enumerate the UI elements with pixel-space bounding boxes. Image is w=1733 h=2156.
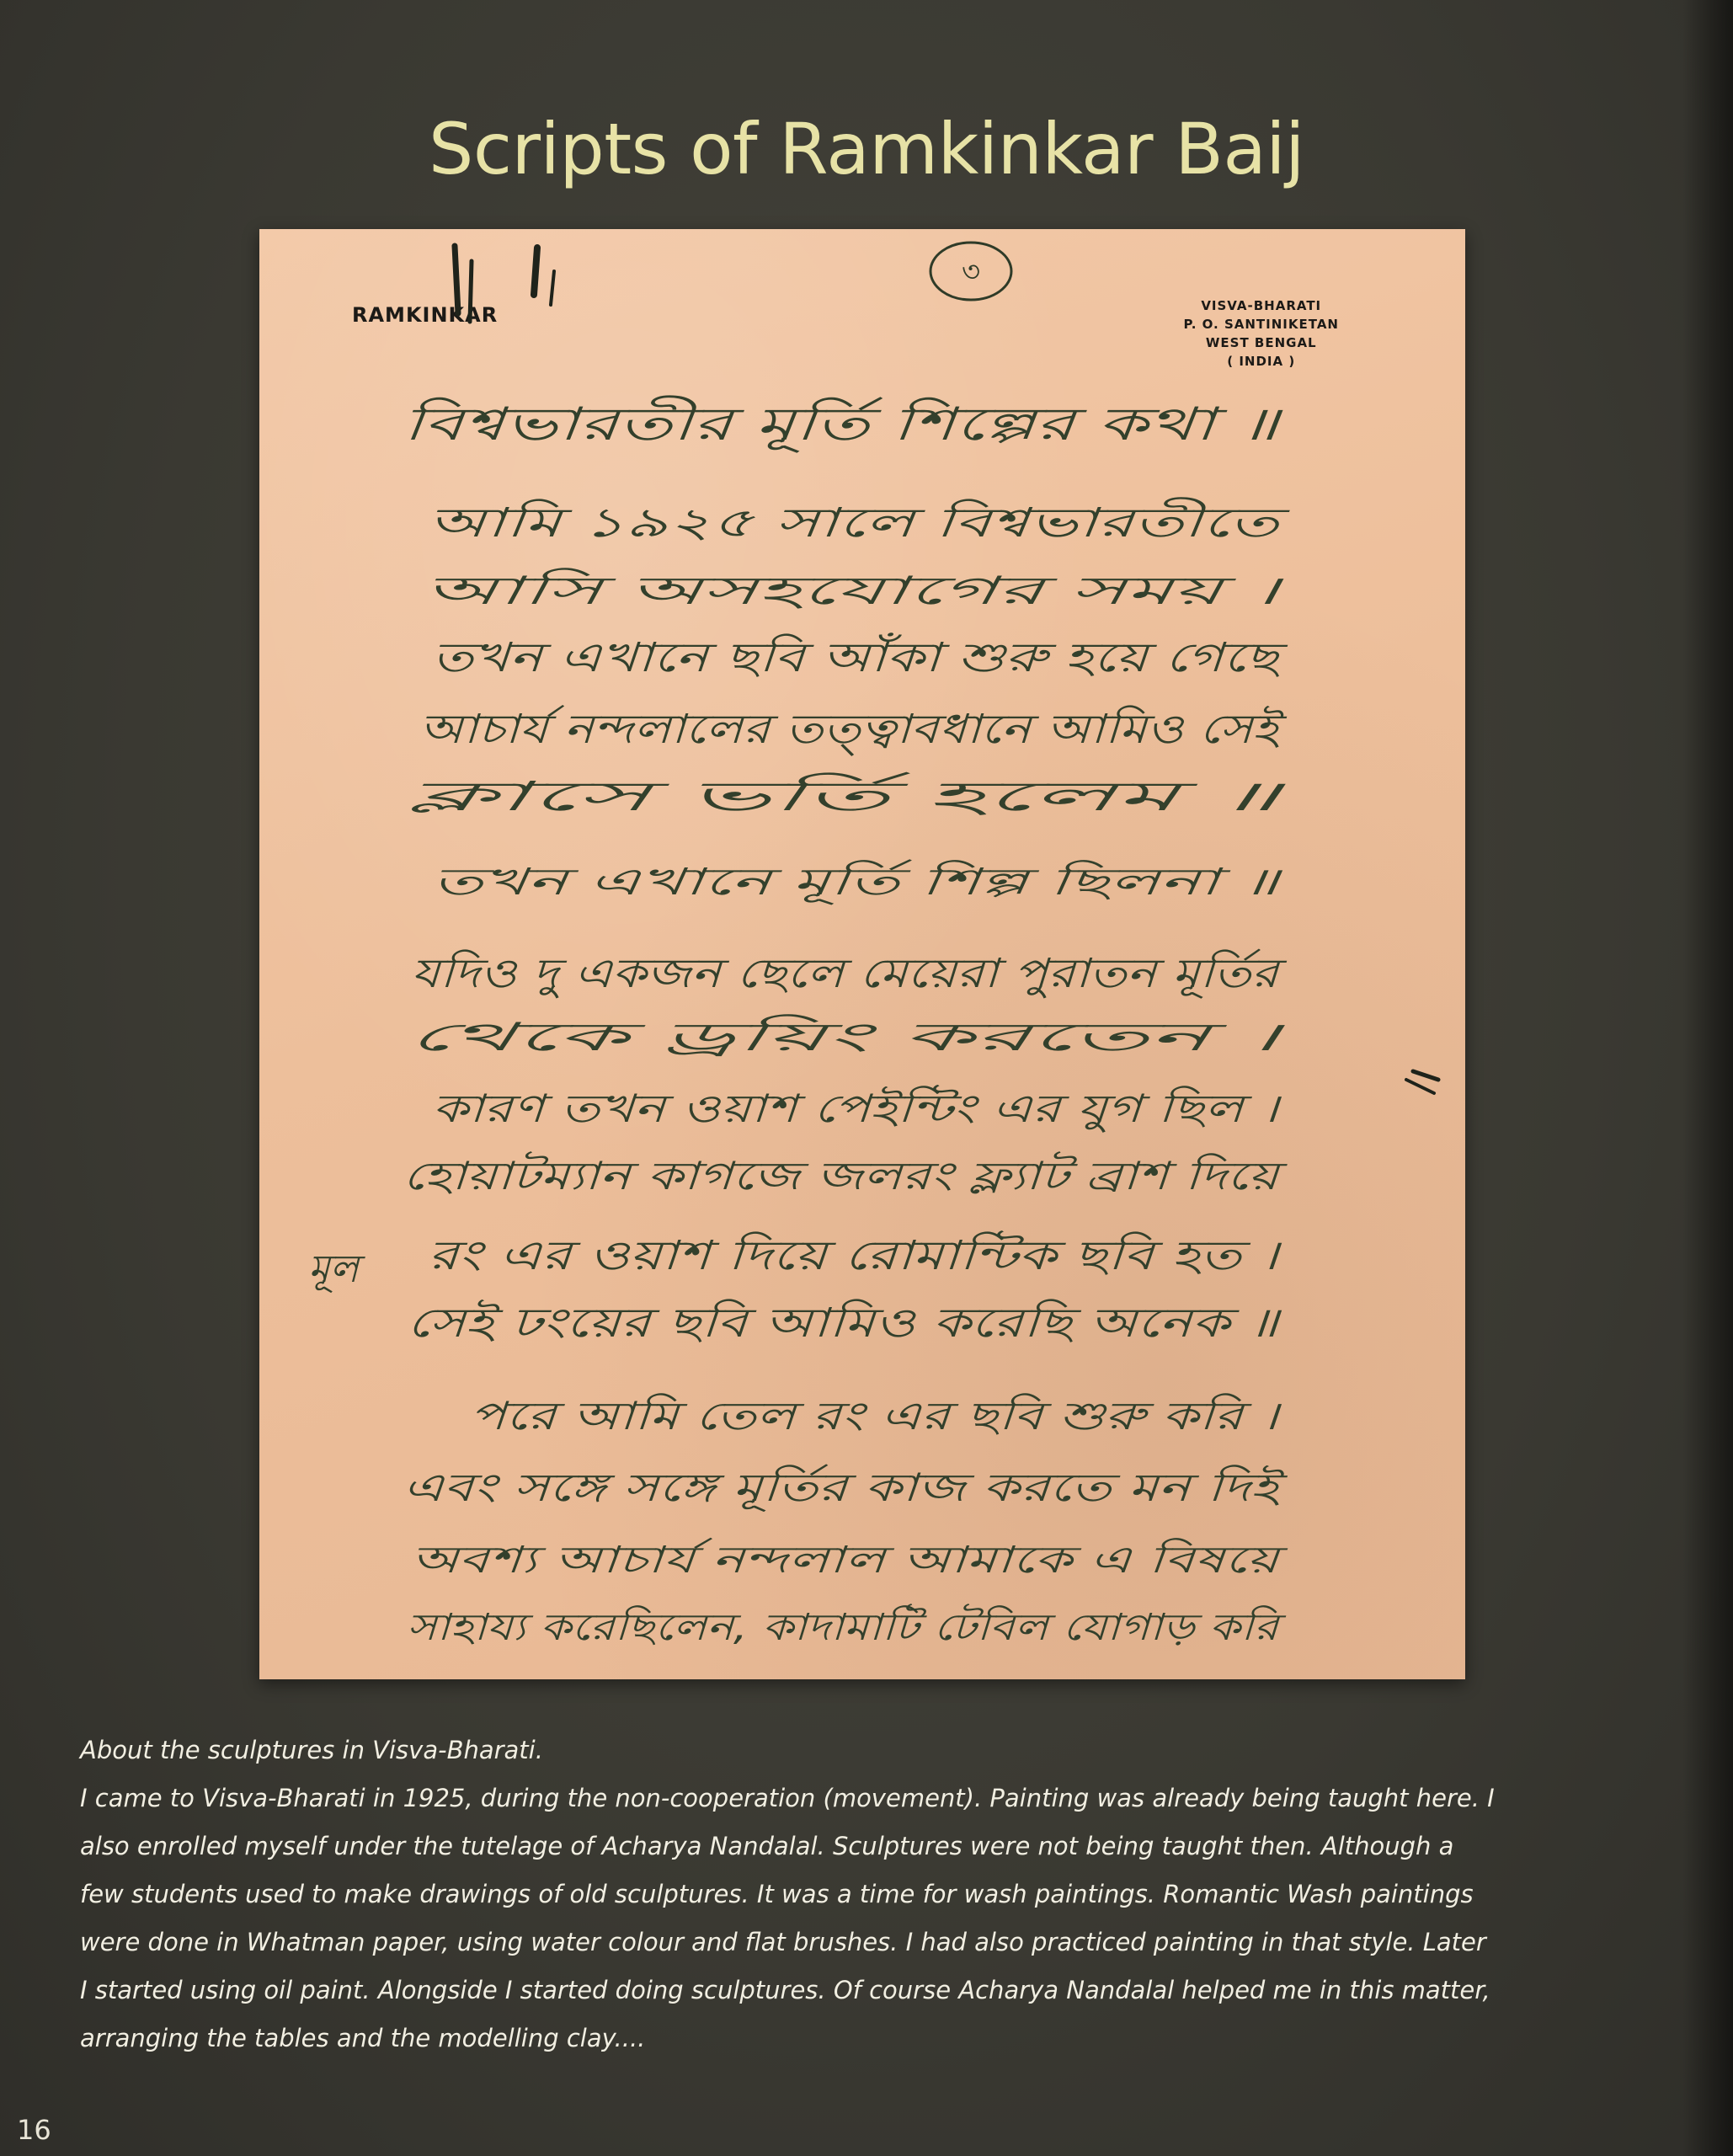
letterhead-address-line: P. O. SANTINIKETAN bbox=[1183, 317, 1339, 332]
caption-line: also enrolled myself under the tutelage of Acharya Nandalal. Sculptures were not being taught then. Although a bbox=[80, 1832, 1454, 1860]
handwritten-lines bbox=[403, 395, 1291, 1649]
page-number: 16 bbox=[17, 2114, 51, 2146]
caption bbox=[80, 1726, 1663, 2063]
caption-line: I came to Visva-Bharati in 1925, during the non-cooperation (movement). Painting was already being taught here. I bbox=[80, 1784, 1495, 1812]
handwritten-line: আসি অসহযোগের সময় । bbox=[424, 568, 1285, 613]
page-title: Scripts of Ramkinkar Baij bbox=[429, 108, 1304, 190]
handwritten-line: রং এর ওয়াশ দিয়ে রোমান্টিক ছবি হত । bbox=[428, 1232, 1053, 1279]
handwritten-line: অবশ্য আচার্য নন্দলাল আমাকে এ বিষয়ে bbox=[411, 1539, 1000, 1582]
caption-line: arranging the tables and the modelling clay.... bbox=[80, 2024, 646, 2052]
letterhead-address-line: WEST BENGAL bbox=[1205, 335, 1317, 350]
handwritten-line: আচার্য নন্দলালের তত্ত্বাবধানে আমিও সেই bbox=[419, 706, 1116, 753]
letterhead-address-line: VISVA-BHARATI bbox=[1201, 298, 1322, 313]
handwritten-line: আমি ১৯২৫ সালে বিশ্বভারতীতে bbox=[428, 499, 947, 547]
book-spine-shadow bbox=[1682, 0, 1733, 2156]
page-mark: ৩ bbox=[961, 255, 981, 289]
caption-line: few students used to make drawings of old sculptures. It was a time for wash paintings. Romantic Wash paintings bbox=[80, 1880, 1474, 1908]
handwritten-line: ক্লাসে ভর্তি হলেম ॥ bbox=[407, 773, 717, 820]
handwritten-line: কারণ তখন ওয়াশ পেইন্টিং এর যুগ ছিল । bbox=[432, 1086, 1061, 1131]
handwritten-letter bbox=[259, 229, 1465, 1679]
letterhead-name: RAMKINKAR bbox=[352, 303, 499, 327]
handwriting-area bbox=[259, 229, 1465, 1679]
handwritten-line: সাহায্য করেছিলেন, কাদামাটি টেবিল যোগাড় করি bbox=[407, 1606, 1122, 1649]
handwritten-line: তখন এখানে ছবি আঁকা শুরু হয়ে গেছে bbox=[432, 634, 1056, 681]
caption-line: I started using oil paint. Alongside I started doing sculptures. Of course Acharya Nandalal helped me in this matter, bbox=[80, 1976, 1490, 2004]
letterhead-address-line: ( INDIA ) bbox=[1227, 354, 1296, 369]
handwritten-line: বিশ্বভারতীর মূর্তি শিল্পের কথা ॥ bbox=[403, 398, 957, 451]
handwritten-line: সেই ঢংয়ের ছবি আমিও করেছি অনেক ॥ bbox=[407, 1299, 1050, 1347]
handwritten-line: এবং সঙ্গে সঙ্গে মূর্তির কাজ করতে মন দিই bbox=[403, 1465, 1036, 1510]
handwritten-line: তখন এখানে মূর্তি শিল্প ছিলনা ॥ bbox=[432, 861, 898, 904]
margin-note: মূল bbox=[308, 1246, 359, 1291]
caption-line: About the sculptures in Visva-Bharati. bbox=[80, 1736, 543, 1764]
handwritten-line: থেকে ড্রয়িং করতেন । bbox=[407, 1014, 1287, 1059]
caption-line: were done in Whatman paper, using water colour and flat brushes. I had also practiced painting in that style. Later bbox=[80, 1928, 1486, 1956]
handwritten-line: পরে আমি তেল রং এর ছবি শুরু করি । bbox=[470, 1393, 1282, 1438]
handwritten-line: যদিও দু একজন ছেলে মেয়েরা পুরাতন মূর্তির bbox=[411, 950, 1117, 997]
handwritten-line: হোয়াটম্যান কাগজে জলরং ফ্ল্যাট ব্রাশ দিয়ে bbox=[403, 1153, 1055, 1198]
